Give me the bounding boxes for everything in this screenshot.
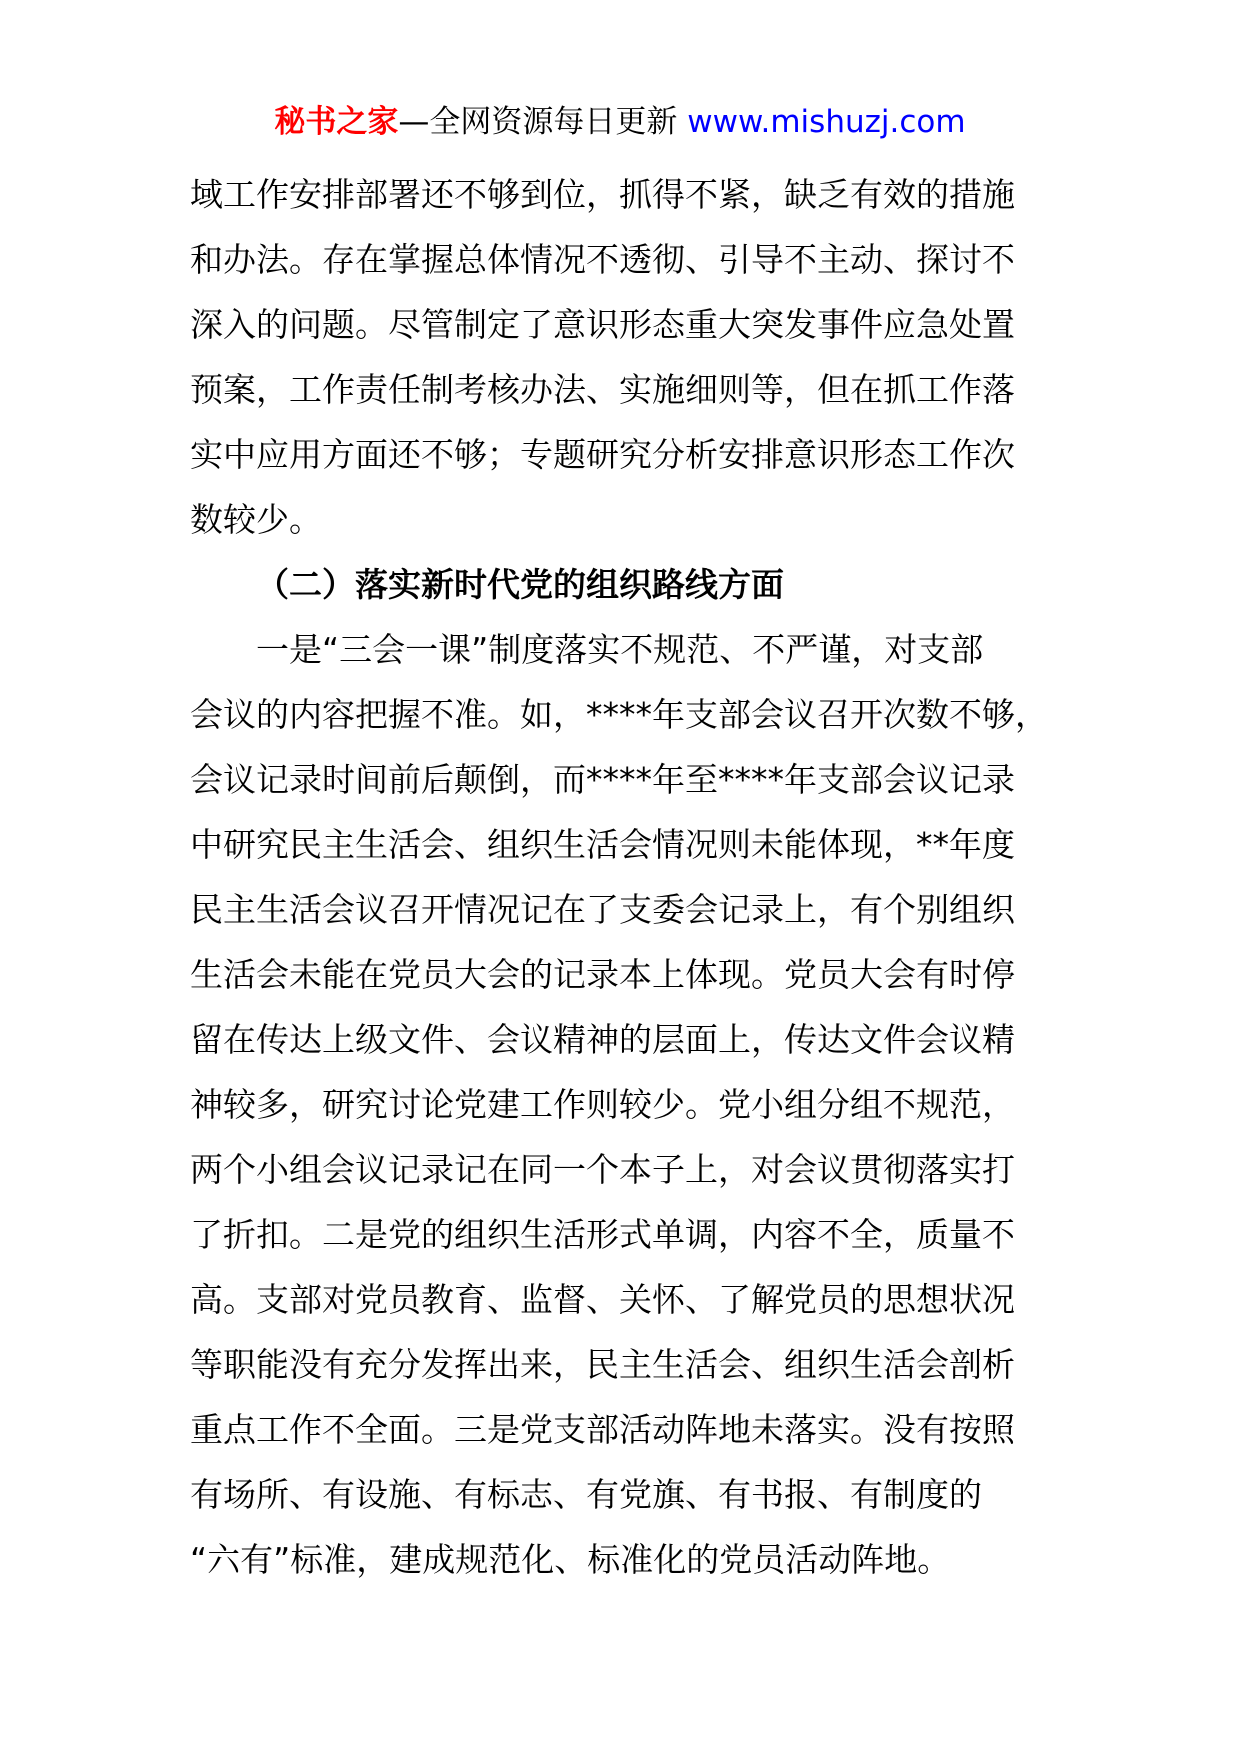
paragraph-line: 数较少。 [190,500,322,539]
paragraph-line: 会议记录时间前后颠倒，而****年至****年支部会议记录 [190,760,1015,799]
paragraph-line: 重点工作不全面。三是党支部活动阵地未落实。没有按照 [190,1410,1015,1449]
paragraph-line: 会议的内容把握不准。如，****年支部会议召开次数不够， [190,695,1048,734]
paragraph-line: 域工作安排部署还不够到位，抓得不紧，缺乏有效的措施 [190,175,1015,214]
paragraph-line: 民主生活会议召开情况记在了支委会记录上，有个别组织 [190,890,1015,929]
paragraph-line: 等职能没有充分发挥出来，民主生活会、组织生活会剖析 [190,1345,1015,1384]
site-url[interactable]: www.mishuzj.com [687,104,966,140]
paragraph-line: 和办法。存在掌握总体情况不透彻、引导不主动、探讨不 [190,240,1015,279]
paragraph-line: 两个小组会议记录记在同一个本子上，对会议贯彻落实打 [190,1150,1015,1189]
paragraph-line: 了折扣。二是党的组织生活形式单调，内容不全，质量不 [190,1215,1015,1254]
paragraph-line: 一是“三会一课”制度落实不规范、不严谨，对支部 [256,630,984,669]
paragraph-line: 生活会未能在党员大会的记录本上体现。党员大会有时停 [190,955,1015,994]
site-header [0,100,1240,144]
document-body [190,162,1048,1592]
paragraph-line: 留在传达上级文件、会议精神的层面上，传达文件会议精 [190,1020,1015,1059]
paragraph-line: “六有”标准，建成规范化、标准化的党员活动阵地。 [190,1540,951,1579]
paragraph-line: 中研究民主生活会、组织生活会情况则未能体现，**年度 [190,825,1015,864]
paragraph-line: 深入的问题。尽管制定了意识形态重大突发事件应急处置 [190,305,1015,344]
paragraph-line: 预案，工作责任制考核办法、实施细则等，但在抓工作落 [190,370,1015,409]
paragraph-line: 有场所、有设施、有标志、有党旗、有书报、有制度的 [190,1475,982,1514]
site-brand: 秘书之家 [274,104,399,140]
paragraph-line: 实中应用方面还不够；专题研究分析安排意识形态工作次 [190,435,1015,474]
site-tagline: —全网资源每日更新 [398,104,688,140]
paragraph-line: 高。支部对党员教育、监督、关怀、了解党员的思想状况 [190,1280,1015,1319]
paragraph-line: 神较多，研究讨论党建工作则较少。党小组分组不规范， [190,1085,1015,1124]
section-heading: （二）落实新时代党的组织路线方面 [256,565,784,604]
